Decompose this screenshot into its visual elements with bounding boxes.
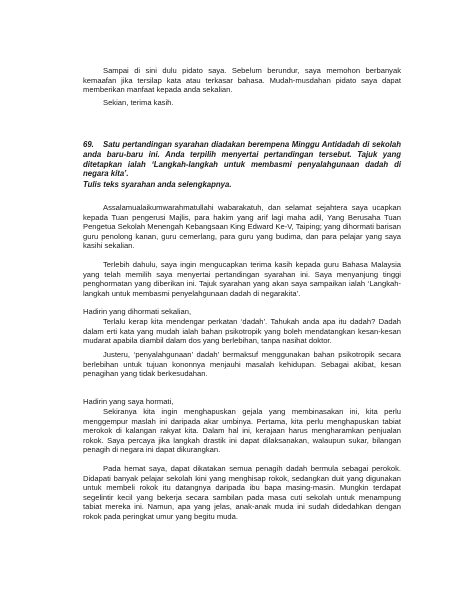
speech-paragraph-smoking: Sekiranya kita ingin menghapuskan gejala yang membinasakan ini, kita perlu menggempur maslah ini daripada akar umbinya. Pertama, kita perlu menghapuskan tabiat merokok di kalangan rakyat kita. Dalam hal ini, kerajaan harus mengharamkan penjualan rokok. Saya percaya jika langkah drastik ini dapat dilaksanakan, walaupun sukar, bilangan penagih di negara ini dapat dikurangkan. (83, 407, 401, 455)
question-prompt (83, 140, 401, 179)
question-text: Satu pertandingan syarahan diadakan berempena Minggu Antidadah di sekolah anda baru-baru ini. Anda terpilih menyertai pertandingan tersebut. Tajuk yang ditetapkan ialah ‘Langkah-langkah untuk membasmi penyalahgunaan dadah di negara kita’. (83, 140, 401, 179)
speech-salutation-1: Hadirin yang dihormati sekalian, (83, 307, 192, 316)
speech-paragraph-misuse: Justeru, ‘penyalahgunaan’ dadah’ bermaksuf menggunakan bahan psikotropik secara berlebihan untuk tujuan kononnya menjauhi masalah kehidupan. Sebagai akibat, kesan penagihan yang tidak berkesudahan. (83, 350, 401, 379)
speech-salutation-2: Hadirin yang saya hormati, (83, 397, 174, 406)
closing-thanks: Sekian, terima kasih. (103, 98, 174, 107)
speech-paragraph-definition: Terlalu kerap kita mendengar perkatan ‘dadah’. Tahukah anda apa itu dadah? Dadah dalam erti kata yang mudah ialah bahan psikotropik yang boleh mendatangkan kesan-kesan mudarat apabila diambil dalam dos yang berlebihan, tanpa nasihat doktor. (83, 317, 401, 346)
closing-paragraph: Sampai di sini dulu pidato saya. Sebelum berundur, saya memohon berbanyak kemaafan jika tersilap kata atau terkasar bahasa. Mudah-musdahan pidato saya dapat memberikan manfaat kepada anda sekalian. (83, 66, 401, 95)
speech-paragraph-intro: Terlebih dahulu, saya ingin mengucapkan terima kasih kepada guru Bahasa Malaysia yang telah memilih saya menyertai pertandingan syarahan ini. Saya menyanjung tinggi penghormatan yang diberikan ini. Tajuk syarahan yang akan saya sampaikan ialah ‘Langkah-langkah untuk membasmi penyelahgunaan dadah di negarakita’. (83, 260, 401, 298)
question-number: 69. (83, 140, 94, 149)
question-instruction: Tulis teks syarahan anda selengkapnya. (83, 180, 232, 189)
speech-paragraph-students: Pada hemat saya, dapat dikatakan semua penagih dadah bermula sebagai perokok. Didapati banyak pelajar sekolah kini yang menghisap rokok, sedangkan duit yang digunakan untuk membeli rokok itu datangnya daripada ibu bapa masing-masin. Mungkin terdapat segelintir kecil yang bekerja secara sambilan pada masa cuti sekolah untuk menampung tabiat mereka ini. Namun, apa yang jelas, anak-anak muda ini sudah didedahkan dengan rokok pada peringkat umur yang begitu muda. (83, 464, 401, 521)
speech-paragraph-greeting: Assalamualaikumwarahmatullahi wabarakatuh, dan selamat sejahtera saya ucapkan kepada Tuan pengerusi Majlis, para hakim yang arif lagi maha adil, Yang Berusaha Tuan Pengetua Sekolah Menengah Kebangsaan King Edward Ke-V, Taiping; yang dihormati barisan guru penolong kanan, guru cemerlang, para guru yang budima, dan para pelajar yang saya kasihi sekalian. (83, 203, 401, 251)
